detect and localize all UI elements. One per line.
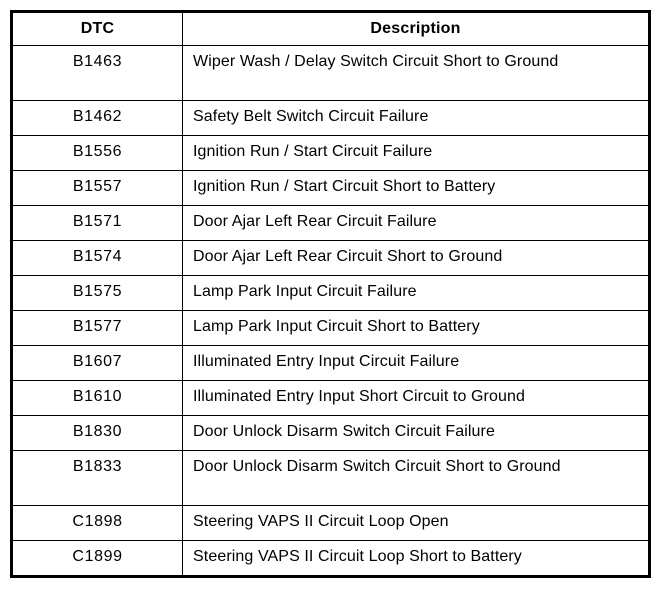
description-cell: Door Ajar Left Rear Circuit Short to Ground xyxy=(183,241,649,276)
description-cell: Lamp Park Input Circuit Failure xyxy=(183,276,649,311)
dtc-code-cell: B1557 xyxy=(13,171,183,206)
dtc-code-cell: B1830 xyxy=(13,416,183,451)
dtc-code-cell: B1571 xyxy=(13,206,183,241)
description-cell: Illuminated Entry Input Circuit Failure xyxy=(183,346,649,381)
column-header-description: Description xyxy=(183,13,649,46)
description-cell: Lamp Park Input Circuit Short to Battery xyxy=(183,311,649,346)
table-row xyxy=(13,311,649,346)
dtc-code-cell: C1898 xyxy=(13,506,183,541)
dtc-table-grid xyxy=(12,12,649,576)
dtc-code-cell: C1899 xyxy=(13,541,183,576)
dtc-code-cell: B1607 xyxy=(13,346,183,381)
table-row xyxy=(13,171,649,206)
description-cell: Door Unlock Disarm Switch Circuit Failure xyxy=(183,416,649,451)
dtc-code-cell: B1574 xyxy=(13,241,183,276)
table-header-row xyxy=(13,13,649,46)
dtc-code-cell: B1575 xyxy=(13,276,183,311)
description-cell: Illuminated Entry Input Short Circuit to Ground xyxy=(183,381,649,416)
dtc-code-cell: B1462 xyxy=(13,101,183,136)
table-row xyxy=(13,136,649,171)
table-row xyxy=(13,206,649,241)
table-row xyxy=(13,101,649,136)
description-cell: Ignition Run / Start Circuit Short to Battery xyxy=(183,171,649,206)
table-row xyxy=(13,381,649,416)
dtc-code-cell: B1463 xyxy=(13,46,183,101)
description-cell: Steering VAPS II Circuit Loop Short to Battery xyxy=(183,541,649,576)
dtc-code-cell: B1556 xyxy=(13,136,183,171)
table-row xyxy=(13,276,649,311)
description-cell: Door Ajar Left Rear Circuit Failure xyxy=(183,206,649,241)
description-cell: Ignition Run / Start Circuit Failure xyxy=(183,136,649,171)
description-cell: Steering VAPS II Circuit Loop Open xyxy=(183,506,649,541)
table-row xyxy=(13,541,649,576)
table-row xyxy=(13,506,649,541)
table-row xyxy=(13,241,649,276)
dtc-code-cell: B1577 xyxy=(13,311,183,346)
dtc-code-cell: B1610 xyxy=(13,381,183,416)
table-row xyxy=(13,46,649,101)
column-header-dtc: DTC xyxy=(13,13,183,46)
dtc-code-cell: B1833 xyxy=(13,451,183,506)
table-row xyxy=(13,416,649,451)
table-row xyxy=(13,451,649,506)
description-cell: Wiper Wash / Delay Switch Circuit Short to Ground xyxy=(183,46,649,101)
table-row xyxy=(13,346,649,381)
dtc-table xyxy=(10,10,651,578)
description-cell: Door Unlock Disarm Switch Circuit Short to Ground xyxy=(183,451,649,506)
description-cell: Safety Belt Switch Circuit Failure xyxy=(183,101,649,136)
